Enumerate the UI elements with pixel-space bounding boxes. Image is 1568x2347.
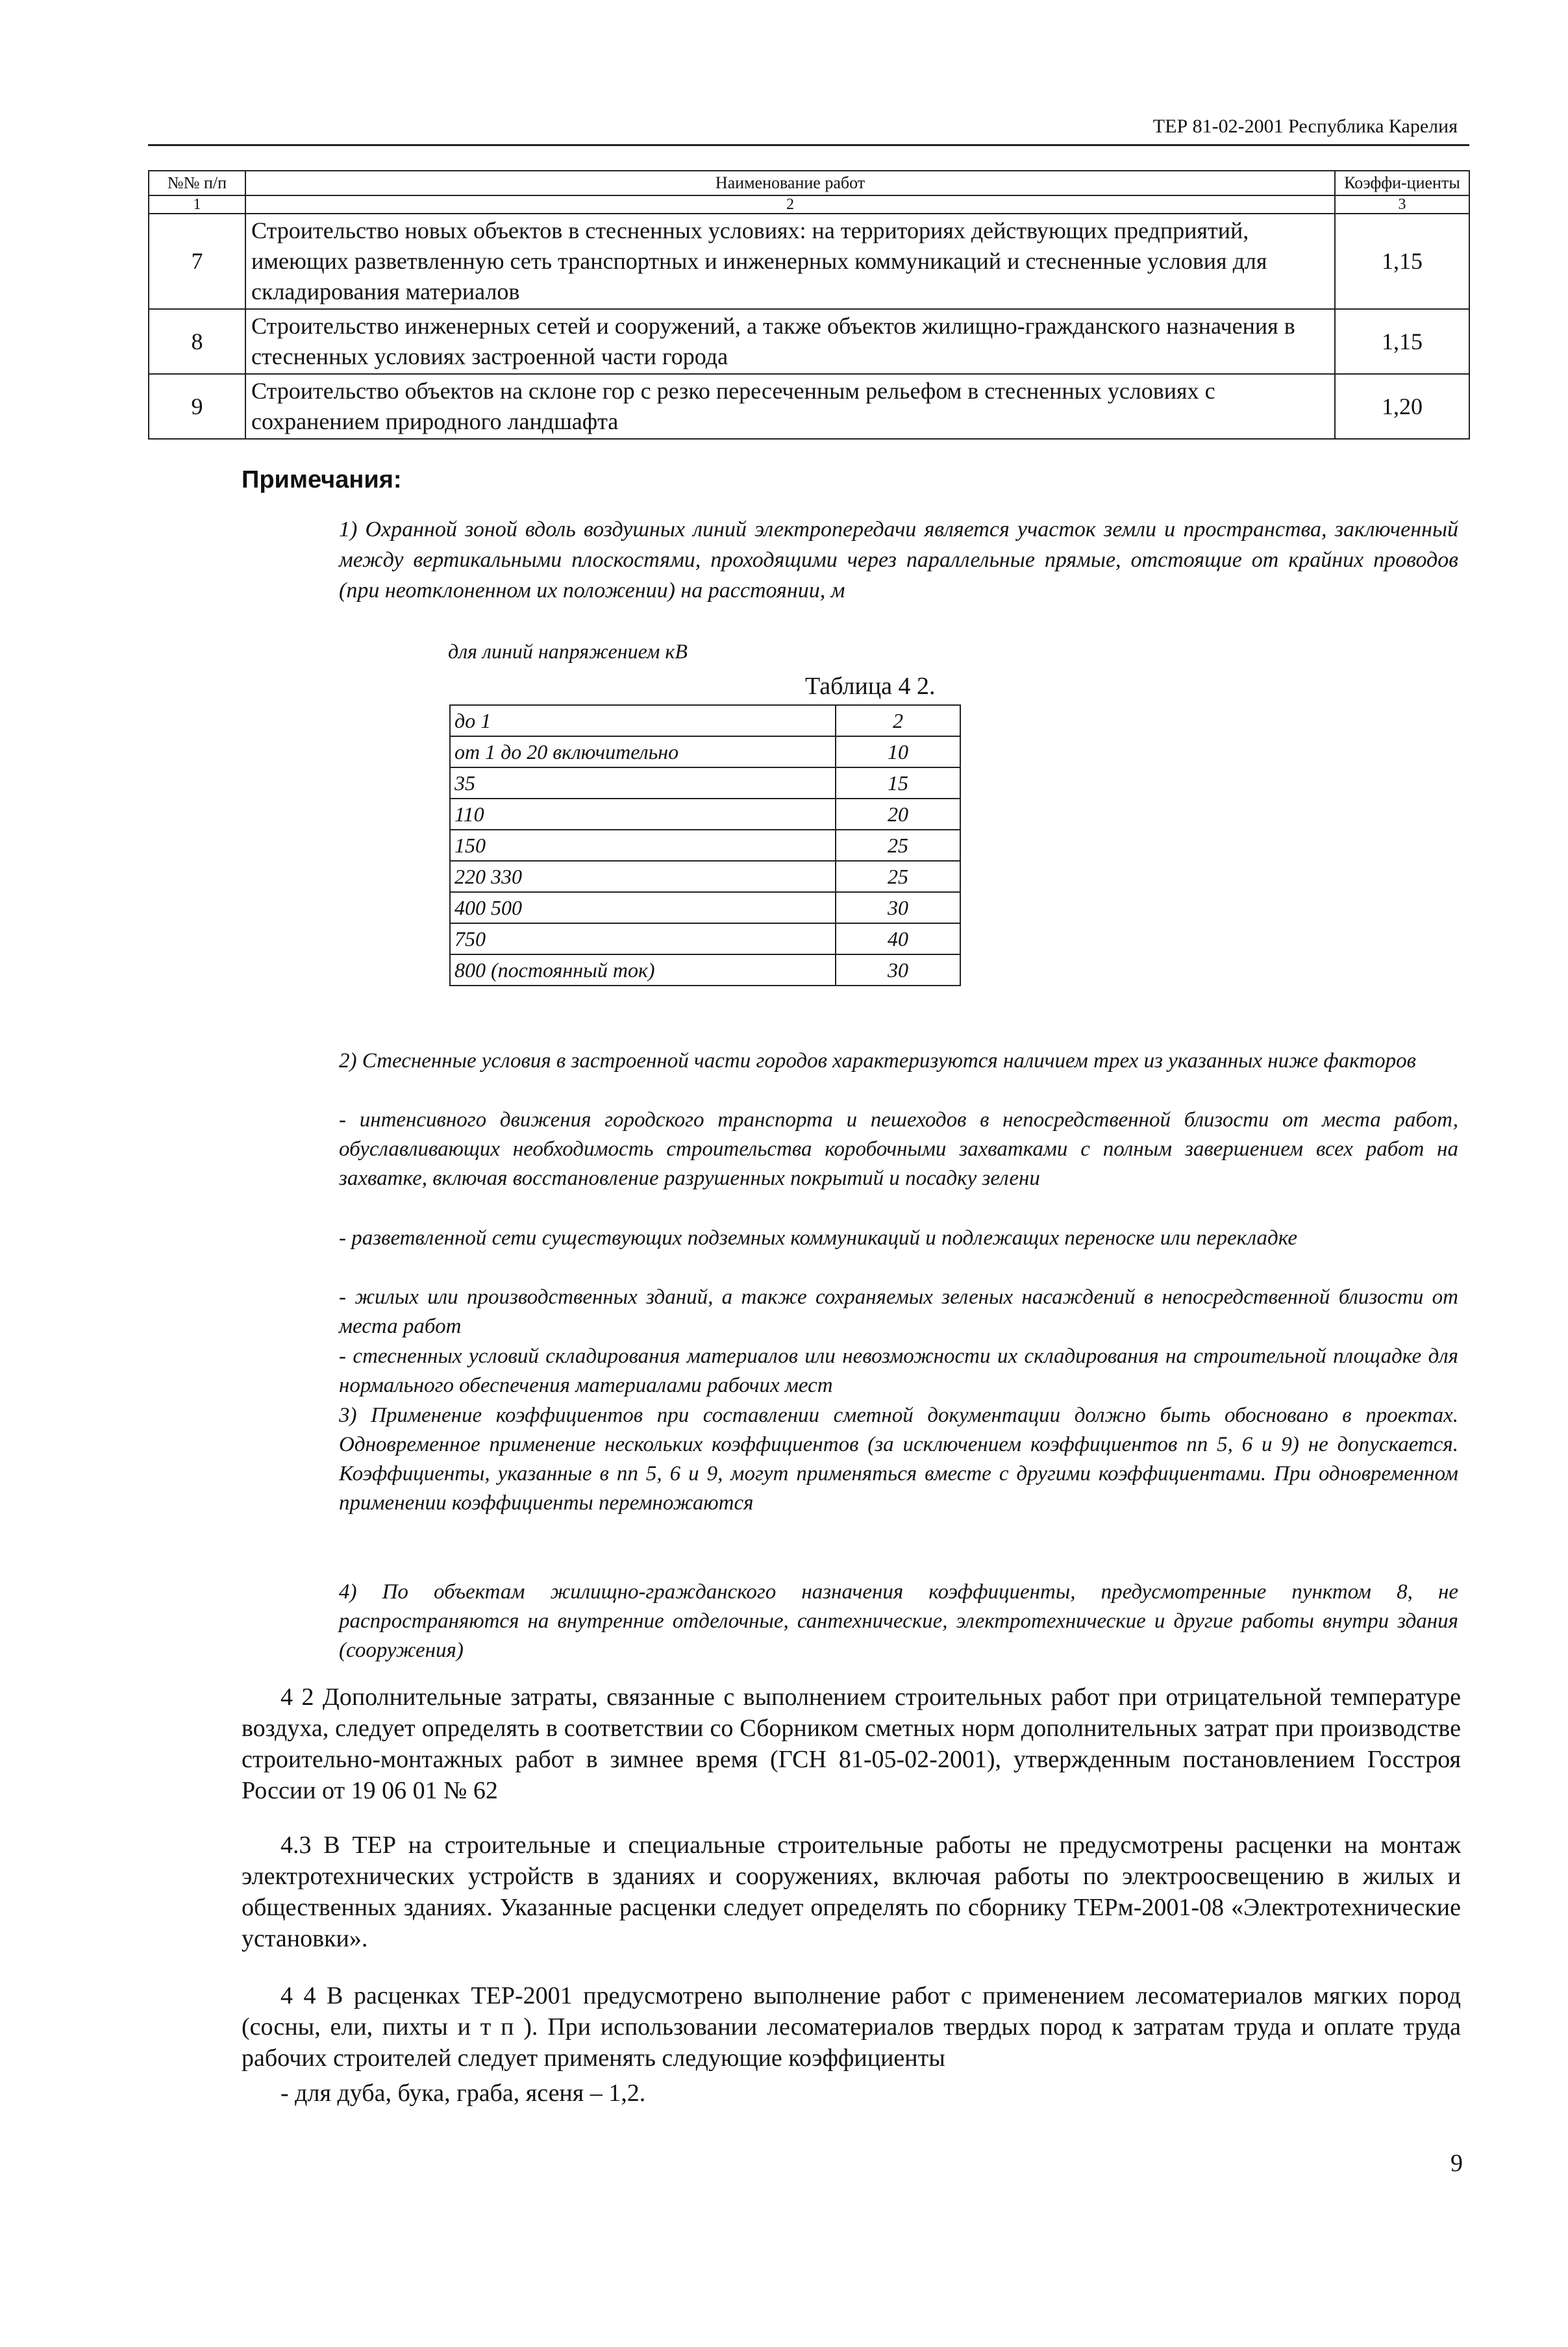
note-2: 2) Стесненные условия в застроенной части городов характеризуются наличием трех из указанных ниже факторов — [339, 1049, 1416, 1073]
table-row — [450, 705, 960, 736]
note-4: 4) По объектам жилищно-гражданского назначения коэффициенты, предусмотренные пунктом 8, не распространяются на внутренние отделочные, сантехнические, электротехнические и другие работы внутри здания (сооружения) — [339, 1580, 1458, 1662]
note-1-subtitle: для линий напряжением кВ — [448, 640, 688, 663]
table-row — [149, 214, 1469, 309]
distance-cell: 10 — [836, 736, 960, 767]
voltage-cell: до 1 — [450, 705, 836, 736]
table-row — [450, 954, 960, 986]
paragraph-4-2: 4 2 Дополнительные затраты, связанные с выполнением строительных работ при отрицательной температуре воздуха, следует определять в соответствии со Сборником сметных норм дополнительных затрат при производстве строительно-монтажных работ в зимнее время (ГСН 81-05-02-2001), утвержденным постановлением Госстроя России от 19 06 01 № 62 — [242, 1683, 1461, 1804]
col-header-coef: Коэффи-циенты — [1335, 171, 1469, 195]
voltage-cell: 220 330 — [450, 861, 836, 892]
table-row — [450, 923, 960, 954]
distance-cell: 30 — [836, 954, 960, 986]
row-coef: 1,20 — [1335, 374, 1469, 439]
paragraph-4-4-item: - для дуба, бука, граба, ясеня – 1,2. — [280, 2080, 646, 2107]
distance-cell: 25 — [836, 861, 960, 892]
note-2-factor: - интенсивного движения городского транспорта и пешеходов в непосредственной близости от места работ, обуславливающих необходимость строительства коробочными захватками с полным завершением всех работ на захватке, включая восстановление разрушенных покрытий и посадку зелени — [339, 1108, 1458, 1190]
row-coef: 1,15 — [1335, 309, 1469, 374]
distance-cell: 20 — [836, 799, 960, 830]
page-number: 9 — [1450, 2150, 1463, 2177]
table-row — [450, 736, 960, 767]
col-index: 1 — [149, 195, 245, 214]
coefficients-table — [148, 170, 1470, 440]
note-2-factor: - стесненных условий складирования материалов или невозможности их складирования на строительной площадке для нормального обеспечения материалами рабочих мест — [339, 1345, 1458, 1397]
header-rule — [148, 144, 1469, 146]
distance-cell: 15 — [836, 767, 960, 799]
col-header-name: Наименование работ — [245, 171, 1335, 195]
row-num: 9 — [149, 374, 245, 439]
distance-cell: 30 — [836, 892, 960, 923]
row-num: 8 — [149, 309, 245, 374]
table-row — [149, 309, 1469, 374]
distance-cell: 25 — [836, 830, 960, 861]
row-coef: 1,15 — [1335, 214, 1469, 309]
table-row — [450, 892, 960, 923]
voltage-cell: 150 — [450, 830, 836, 861]
voltage-cell: 110 — [450, 799, 836, 830]
distance-cell: 2 — [836, 705, 960, 736]
col-index: 2 — [245, 195, 1335, 214]
distance-cell: 40 — [836, 923, 960, 954]
table-row — [450, 767, 960, 799]
note-2-factor: - разветвленной сети существующих подземных коммуникаций и подлежащих переноске или перекладке — [339, 1226, 1297, 1250]
running-header: ТЕР 81-02-2001 Республика Карелия — [1152, 116, 1458, 137]
col-index: 3 — [1335, 195, 1469, 214]
table-4-2-caption: Таблица 4 2. — [805, 673, 936, 700]
voltage-cell: 35 — [450, 767, 836, 799]
table-row — [149, 374, 1469, 439]
note-3: 3) Применение коэффициентов при составлении сметной документации должно быть обосновано в проектах. Одновременное применение нескольких коэффициентов (за исключением коэффициентов пп 5, 6 и 9) не допускается. Коэффициенты, указанные в пп 5, 6 и 9, могут применяться вместе с другими коэффициентами. При одновременном применении коэффициенты перемножаются — [339, 1404, 1458, 1515]
col-header-num: №№ п/п — [149, 171, 245, 195]
table-4-2 — [449, 704, 961, 986]
row-text: Строительство объектов на склоне гор с резко пересеченным рельефом в стесненных условиях с сохранением природного ландшафта — [245, 374, 1335, 439]
paragraph-4-3: 4.3 В ТЕР на строительные и специальные строительные работы не предусмотрены расценки на монтаж электротехнических устройств в зданиях и сооружениях, включая работы по электроосвещению в жилых и общественных зданиях. Указанные расценки следует определять по сборнику ТЕРм-2001-08 «Электротехнические установки». — [242, 1832, 1461, 1952]
note-2-factor: - жилых или производственных зданий, а также сохраняемых зеленых насаждений в непосредственной близости от места работ — [339, 1285, 1458, 1338]
paragraph-4-4: 4 4 В расценках ТЕР-2001 предусмотрено выполнение работ с применением лесоматериалов мягких пород (сосны, ели, пихты и т п ). При использовании лесоматериалов твердых пород к затратам труда и оплате труда рабочих строителей следует применять следующие коэффициенты — [242, 1982, 1461, 2072]
row-text: Строительство инженерных сетей и сооружений, а также объектов жилищно-гражданского назначения в стесненных условиях застроенной части города — [245, 309, 1335, 374]
voltage-cell: 800 (постоянный ток) — [450, 954, 836, 986]
note-1: 1) Охранной зоной вдоль воздушных линий электропередачи является участок земли и пространства, заключенный между вертикальными плоскостями, проходящими через параллельные прямые, отстоящие от крайних проводов (при неотклоненном их положении) на расстоянии, м — [339, 517, 1458, 602]
row-num: 7 — [149, 214, 245, 309]
voltage-cell: 400 500 — [450, 892, 836, 923]
voltage-cell: 750 — [450, 923, 836, 954]
table-row — [450, 830, 960, 861]
table-row — [450, 861, 960, 892]
voltage-cell: от 1 до 20 включительно — [450, 736, 836, 767]
notes-title: Примечания: — [242, 466, 402, 493]
table-row — [450, 799, 960, 830]
row-text: Строительство новых объектов в стесненных условиях: на территориях действующих предприятий, имеющих разветвленную сеть транспортных и инженерных коммуникаций и стесненные условия для складирования материалов — [245, 214, 1335, 309]
